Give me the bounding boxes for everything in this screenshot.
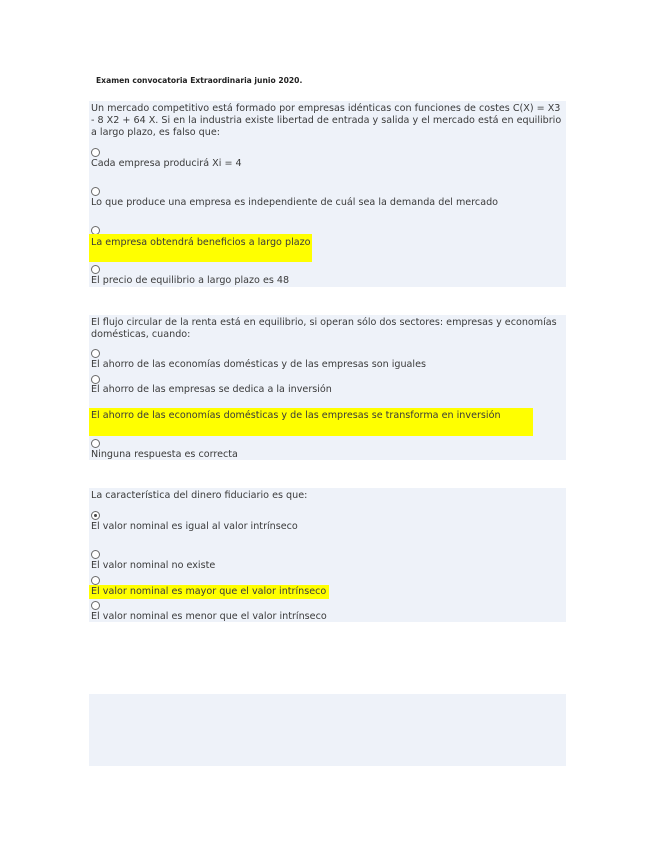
option-label: La empresa obtendrá beneficios a largo plazo — [91, 237, 311, 248]
option-radio[interactable] — [91, 187, 100, 196]
empty-block — [89, 694, 566, 766]
option-radio-selected[interactable] — [91, 511, 100, 520]
option-radio[interactable] — [91, 550, 100, 559]
question-text: El flujo circular de la renta está en equilibrio, si operan sólo dos sectores: empresas y economías domésticas, cuando: — [91, 317, 557, 340]
option-label: Lo que produce una empresa es independiente de cuál sea la demanda del mercado — [91, 197, 499, 208]
question-block-3 — [89, 488, 566, 622]
option-radio[interactable] — [91, 375, 100, 384]
option-label: El ahorro de las economías domésticas y de las empresas son iguales — [91, 359, 426, 370]
option-label: Ninguna respuesta es correcta — [91, 449, 238, 460]
option-label: El valor nominal es menor que el valor intrínseco — [91, 611, 327, 622]
question-block-2 — [89, 315, 566, 460]
option-radio[interactable] — [91, 349, 100, 358]
option-label: Cada empresa producirá Xi = 4 — [91, 158, 242, 169]
option-label: El valor nominal es mayor que el valor intrínseco — [91, 586, 327, 597]
option-radio[interactable] — [91, 439, 100, 448]
question-text: Un mercado competitivo está formado por empresas idénticas con funciones de costes C(X) = X3 - 8 X2 + 64 X. Si en la industria existe libertad de entrada y salida y el mercado está en equilibrio a largo plazo, es falso que: — [91, 103, 562, 138]
option-label: El valor nominal es igual al valor intrínseco — [91, 521, 298, 532]
option-label: El precio de equilibrio a largo plazo es 48 — [91, 275, 290, 286]
option-radio[interactable] — [91, 576, 100, 585]
question-block-1 — [89, 101, 566, 287]
option-label: El ahorro de las economías domésticas y de las empresas se transforma en inversión — [91, 410, 501, 421]
option-radio[interactable] — [91, 601, 100, 610]
option-radio[interactable] — [91, 148, 100, 157]
question-text: La característica del dinero fiduciario es que: — [91, 490, 308, 501]
option-label: El valor nominal no existe — [91, 560, 216, 571]
exam-title: Examen convocatoria Extraordinaria junio 2020. — [96, 76, 303, 85]
option-radio[interactable] — [91, 265, 100, 274]
option-label: El ahorro de las empresas se dedica a la inversión — [91, 384, 332, 395]
